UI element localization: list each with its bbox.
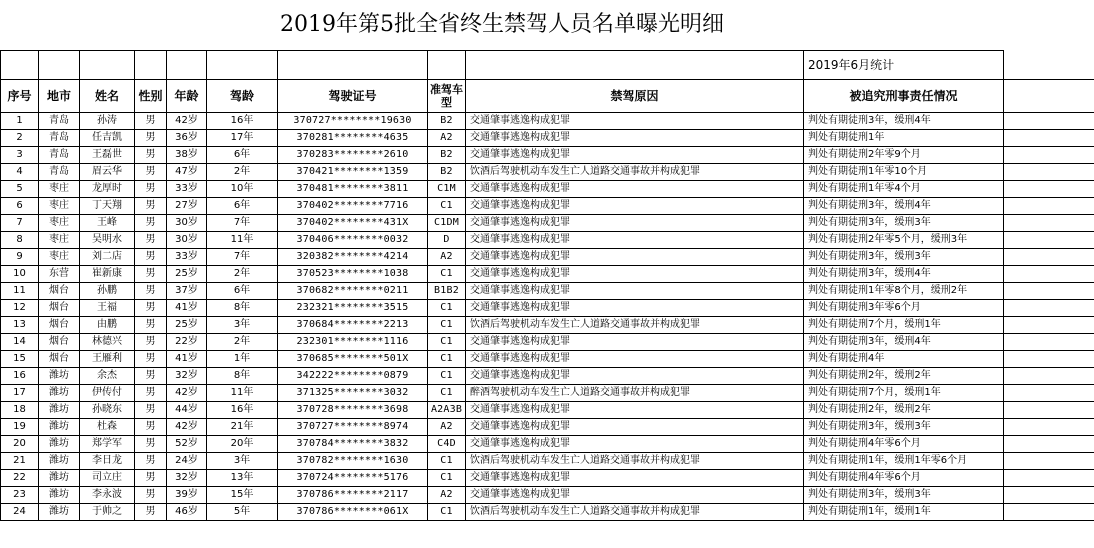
cell-license: 232301********1116 [278, 334, 428, 351]
cell-seq: 22 [1, 470, 39, 487]
header-vehicle-type: 准驾车型 [428, 80, 466, 113]
header-city: 地市 [39, 80, 80, 113]
cell-age: 32岁 [167, 470, 207, 487]
cell-city: 青岛 [39, 164, 80, 181]
cell-name: 郑学军 [80, 436, 135, 453]
table-body [1, 113, 1094, 521]
cell-penalty: 判处有期徒刑7个月，缓刑1年 [804, 385, 1004, 402]
cell-seq: 5 [1, 181, 39, 198]
cell-gender: 男 [135, 402, 167, 419]
cell-license: 370481********3811 [278, 181, 428, 198]
header-age: 年龄 [167, 80, 207, 113]
cell-vehicle-type: A2 [428, 419, 466, 436]
table-row [1, 164, 1094, 181]
cell-license: 370728********3698 [278, 402, 428, 419]
cell-penalty: 判处有期徒刑3年，缓刑3年 [804, 249, 1004, 266]
cell-gender: 男 [135, 283, 167, 300]
table-row [1, 368, 1094, 385]
cell-penalty: 判处有期徒刑3年，缓刑4年 [804, 113, 1004, 130]
cell-gender: 男 [135, 147, 167, 164]
stat-date: 2019年6月统计 [804, 51, 1004, 80]
cell-vehicle-type: C1 [428, 300, 466, 317]
cell-gender: 男 [135, 215, 167, 232]
cell-driving-years: 16年 [207, 402, 278, 419]
cell-penalty: 判处有期徒刑2年，缓刑2年 [804, 402, 1004, 419]
cell-penalty: 判处有期徒刑3年，缓刑4年 [804, 334, 1004, 351]
cell-age: 42岁 [167, 113, 207, 130]
cell-reason: 交通肇事逃逸构成犯罪 [466, 181, 804, 198]
cell-vehicle-type: C1 [428, 385, 466, 402]
cell-reason: 交通肇事逃逸构成犯罪 [466, 436, 804, 453]
table-row [1, 453, 1094, 470]
cell-gender: 男 [135, 181, 167, 198]
cell-vehicle-type: A2A3B [428, 402, 466, 419]
cell-license: 370786********061X [278, 504, 428, 521]
cell-age: 30岁 [167, 232, 207, 249]
header-row [1, 80, 1094, 113]
table-row [1, 147, 1094, 164]
cell-driving-years: 11年 [207, 385, 278, 402]
header-reason: 禁驾原因 [466, 80, 804, 113]
cell-name: 余杰 [80, 368, 135, 385]
cell-reason: 交通肇事逃逸构成犯罪 [466, 368, 804, 385]
table-row [1, 317, 1094, 334]
cell-reason: 交通肇事逃逸构成犯罪 [466, 113, 804, 130]
cell-gender: 男 [135, 470, 167, 487]
cell-city: 枣庄 [39, 198, 80, 215]
cell-vehicle-type: C1 [428, 351, 466, 368]
cell-license: 320382********4214 [278, 249, 428, 266]
cell-license: 370727********8974 [278, 419, 428, 436]
table-row [1, 232, 1094, 249]
cell-seq: 20 [1, 436, 39, 453]
cell-driving-years: 1年 [207, 351, 278, 368]
cell-seq: 11 [1, 283, 39, 300]
cell-driving-years: 5年 [207, 504, 278, 521]
cell-city: 枣庄 [39, 181, 80, 198]
table-row [1, 249, 1094, 266]
cell-reason: 交通肇事逃逸构成犯罪 [466, 283, 804, 300]
cell-city: 烟台 [39, 300, 80, 317]
cell-gender: 男 [135, 130, 167, 147]
cell-vehicle-type: C1 [428, 334, 466, 351]
cell-age: 47岁 [167, 164, 207, 181]
cell-city: 潍坊 [39, 368, 80, 385]
cell-name: 任吉凯 [80, 130, 135, 147]
table-row [1, 351, 1094, 368]
cell-city: 枣庄 [39, 215, 80, 232]
cell-city: 潍坊 [39, 436, 80, 453]
cell-seq: 1 [1, 113, 39, 130]
cell-driving-years: 7年 [207, 215, 278, 232]
cell-seq: 2 [1, 130, 39, 147]
cell-age: 33岁 [167, 181, 207, 198]
cell-penalty: 判处有期徒刑1年零8个月，缓刑2年 [804, 283, 1004, 300]
cell-license: 370406********0032 [278, 232, 428, 249]
cell-gender: 男 [135, 164, 167, 181]
cell-city: 烟台 [39, 334, 80, 351]
table-row [1, 198, 1094, 215]
cell-driving-years: 2年 [207, 266, 278, 283]
cell-name: 林德兴 [80, 334, 135, 351]
cell-seq: 6 [1, 198, 39, 215]
cell-gender: 男 [135, 232, 167, 249]
cell-vehicle-type: C1 [428, 453, 466, 470]
table-row [1, 419, 1094, 436]
cell-driving-years: 21年 [207, 419, 278, 436]
cell-city: 青岛 [39, 113, 80, 130]
cell-driving-years: 6年 [207, 283, 278, 300]
cell-reason: 交通肇事逃逸构成犯罪 [466, 249, 804, 266]
cell-city: 烟台 [39, 351, 80, 368]
cell-vehicle-type: C1 [428, 368, 466, 385]
cell-penalty: 判处有期徒刑2年零5个月，缓刑3年 [804, 232, 1004, 249]
cell-name: 由鹏 [80, 317, 135, 334]
cell-vehicle-type: B1B2 [428, 283, 466, 300]
cell-city: 烟台 [39, 317, 80, 334]
cell-seq: 13 [1, 317, 39, 334]
cell-gender: 男 [135, 198, 167, 215]
cell-license: 232321********3515 [278, 300, 428, 317]
table-row [1, 334, 1094, 351]
cell-vehicle-type: A2 [428, 130, 466, 147]
cell-license: 370727********19630 [278, 113, 428, 130]
cell-city: 潍坊 [39, 419, 80, 436]
cell-seq: 21 [1, 453, 39, 470]
table-row [1, 470, 1094, 487]
cell-name: 李永波 [80, 487, 135, 504]
header-name: 姓名 [80, 80, 135, 113]
cell-gender: 男 [135, 453, 167, 470]
cell-seq: 14 [1, 334, 39, 351]
cell-seq: 3 [1, 147, 39, 164]
cell-age: 52岁 [167, 436, 207, 453]
cell-seq: 23 [1, 487, 39, 504]
cell-gender: 男 [135, 351, 167, 368]
cell-reason: 交通肇事逃逸构成犯罪 [466, 198, 804, 215]
table-row [1, 215, 1094, 232]
table-row [1, 385, 1094, 402]
cell-name: 王磊世 [80, 147, 135, 164]
cell-license: 370402********7716 [278, 198, 428, 215]
cell-city: 潍坊 [39, 402, 80, 419]
cell-license: 370421********1359 [278, 164, 428, 181]
cell-license: 370682********0211 [278, 283, 428, 300]
cell-name: 王峰 [80, 215, 135, 232]
cell-age: 24岁 [167, 453, 207, 470]
cell-license: 342222********0879 [278, 368, 428, 385]
cell-reason: 饮酒后驾驶机动车发生亡人道路交通事故并构成犯罪 [466, 317, 804, 334]
cell-driving-years: 8年 [207, 368, 278, 385]
cell-seq: 4 [1, 164, 39, 181]
cell-name: 司立庄 [80, 470, 135, 487]
cell-gender: 男 [135, 504, 167, 521]
cell-gender: 男 [135, 317, 167, 334]
cell-license: 370782********1630 [278, 453, 428, 470]
cell-age: 32岁 [167, 368, 207, 385]
header-license: 驾驶证号 [278, 80, 428, 113]
cell-age: 38岁 [167, 147, 207, 164]
page-title: 2019年第5批全省终生禁驾人员名单曝光明细 [1, 0, 1004, 51]
cell-driving-years: 3年 [207, 317, 278, 334]
cell-name: 于帅之 [80, 504, 135, 521]
cell-reason: 饮酒后驾驶机动车发生亡人道路交通事故并构成犯罪 [466, 164, 804, 181]
cell-vehicle-type: B2 [428, 113, 466, 130]
cell-vehicle-type: C1 [428, 504, 466, 521]
cell-gender: 男 [135, 385, 167, 402]
cell-age: 46岁 [167, 504, 207, 521]
cell-vehicle-type: D [428, 232, 466, 249]
cell-driving-years: 3年 [207, 453, 278, 470]
cell-seq: 8 [1, 232, 39, 249]
cell-reason: 交通肇事逃逸构成犯罪 [466, 266, 804, 283]
table-row [1, 130, 1094, 147]
cell-penalty: 判处有期徒刑4年零6个月 [804, 470, 1004, 487]
cell-driving-years: 17年 [207, 130, 278, 147]
cell-reason: 交通肇事逃逸构成犯罪 [466, 147, 804, 164]
cell-penalty: 判处有期徒刑3年零6个月 [804, 300, 1004, 317]
cell-age: 25岁 [167, 266, 207, 283]
cell-vehicle-type: C1DM [428, 215, 466, 232]
cell-penalty: 判处有期徒刑3年，缓刑3年 [804, 215, 1004, 232]
cell-penalty: 判处有期徒刑1年，缓刑1年 [804, 504, 1004, 521]
table-row [1, 300, 1094, 317]
cell-age: 39岁 [167, 487, 207, 504]
cell-license: 370283********2610 [278, 147, 428, 164]
cell-gender: 男 [135, 419, 167, 436]
cell-name: 丁天翔 [80, 198, 135, 215]
table-row [1, 266, 1094, 283]
cell-age: 41岁 [167, 351, 207, 368]
cell-vehicle-type: C4D [428, 436, 466, 453]
header-penalty: 被追究刑事责任情况 [804, 80, 1004, 113]
cell-vehicle-type: C1 [428, 470, 466, 487]
cell-driving-years: 8年 [207, 300, 278, 317]
table-row [1, 283, 1094, 300]
cell-name: 孙鹏 [80, 283, 135, 300]
cell-age: 36岁 [167, 130, 207, 147]
cell-seq: 10 [1, 266, 39, 283]
header-seq: 序号 [1, 80, 39, 113]
title-row [1, 0, 1094, 51]
cell-gender: 男 [135, 266, 167, 283]
cell-license: 370684********2213 [278, 317, 428, 334]
table-row [1, 487, 1094, 504]
cell-reason: 交通肇事逃逸构成犯罪 [466, 487, 804, 504]
cell-penalty: 判处有期徒刑1年，缓刑1年零6个月 [804, 453, 1004, 470]
cell-reason: 饮酒后驾驶机动车发生亡人道路交通事故并构成犯罪 [466, 504, 804, 521]
cell-name: 眉云华 [80, 164, 135, 181]
cell-penalty: 判处有期徒刑3年，缓刑3年 [804, 419, 1004, 436]
stat-row [1, 51, 1094, 80]
cell-driving-years: 7年 [207, 249, 278, 266]
cell-penalty: 判处有期徒刑1年零10个月 [804, 164, 1004, 181]
cell-penalty: 判处有期徒刑7个月，缓刑1年 [804, 317, 1004, 334]
cell-driving-years: 6年 [207, 147, 278, 164]
cell-license: 370523********1038 [278, 266, 428, 283]
cell-license: 370784********3832 [278, 436, 428, 453]
cell-age: 22岁 [167, 334, 207, 351]
cell-driving-years: 2年 [207, 164, 278, 181]
table-row [1, 504, 1094, 521]
cell-name: 崔新康 [80, 266, 135, 283]
cell-city: 青岛 [39, 147, 80, 164]
cell-reason: 交通肇事逃逸构成犯罪 [466, 470, 804, 487]
cell-gender: 男 [135, 300, 167, 317]
cell-gender: 男 [135, 249, 167, 266]
cell-reason: 交通肇事逃逸构成犯罪 [466, 351, 804, 368]
cell-driving-years: 6年 [207, 198, 278, 215]
cell-seq: 17 [1, 385, 39, 402]
cell-license: 370402********431X [278, 215, 428, 232]
cell-reason: 交通肇事逃逸构成犯罪 [466, 300, 804, 317]
cell-penalty: 判处有期徒刑1年零4个月 [804, 181, 1004, 198]
cell-vehicle-type: A2 [428, 487, 466, 504]
cell-seq: 24 [1, 504, 39, 521]
cell-penalty: 判处有期徒刑3年，缓刑4年 [804, 198, 1004, 215]
cell-vehicle-type: A2 [428, 249, 466, 266]
cell-name: 杜森 [80, 419, 135, 436]
cell-gender: 男 [135, 334, 167, 351]
cell-name: 龙厚时 [80, 181, 135, 198]
cell-age: 44岁 [167, 402, 207, 419]
cell-name: 孙晓东 [80, 402, 135, 419]
cell-vehicle-type: B2 [428, 147, 466, 164]
cell-vehicle-type: C1 [428, 317, 466, 334]
cell-reason: 交通肇事逃逸构成犯罪 [466, 215, 804, 232]
cell-name: 吴明水 [80, 232, 135, 249]
cell-reason: 交通肇事逃逸构成犯罪 [466, 232, 804, 249]
cell-penalty: 判处有期徒刑4年 [804, 351, 1004, 368]
cell-driving-years: 16年 [207, 113, 278, 130]
cell-city: 烟台 [39, 283, 80, 300]
cell-gender: 男 [135, 487, 167, 504]
cell-license: 370685********501X [278, 351, 428, 368]
cell-gender: 男 [135, 436, 167, 453]
cell-seq: 12 [1, 300, 39, 317]
header-gender: 性别 [135, 80, 167, 113]
cell-reason: 饮酒后驾驶机动车发生亡人道路交通事故并构成犯罪 [466, 453, 804, 470]
cell-age: 33岁 [167, 249, 207, 266]
cell-city: 枣庄 [39, 232, 80, 249]
cell-penalty: 判处有期徒刑2年，缓刑2年 [804, 368, 1004, 385]
cell-seq: 19 [1, 419, 39, 436]
cell-name: 李日龙 [80, 453, 135, 470]
cell-name: 孙涛 [80, 113, 135, 130]
cell-seq: 7 [1, 215, 39, 232]
cell-penalty: 判处有期徒刑2年零9个月 [804, 147, 1004, 164]
table-row [1, 113, 1094, 130]
table-row [1, 181, 1094, 198]
cell-seq: 18 [1, 402, 39, 419]
cell-age: 27岁 [167, 198, 207, 215]
cell-city: 潍坊 [39, 470, 80, 487]
table-row [1, 436, 1094, 453]
cell-city: 潍坊 [39, 504, 80, 521]
cell-penalty: 判处有期徒刑3年，缓刑3年 [804, 487, 1004, 504]
cell-license: 371325********3032 [278, 385, 428, 402]
cell-name: 伊传付 [80, 385, 135, 402]
cell-city: 潍坊 [39, 487, 80, 504]
cell-driving-years: 11年 [207, 232, 278, 249]
cell-penalty: 判处有期徒刑4年零6个月 [804, 436, 1004, 453]
cell-city: 青岛 [39, 130, 80, 147]
cell-vehicle-type: B2 [428, 164, 466, 181]
cell-reason: 交通肇事逃逸构成犯罪 [466, 130, 804, 147]
cell-penalty: 判处有期徒刑1年 [804, 130, 1004, 147]
cell-driving-years: 2年 [207, 334, 278, 351]
cell-age: 42岁 [167, 385, 207, 402]
cell-city: 枣庄 [39, 249, 80, 266]
cell-reason: 醉酒驾驶机动车发生亡人道路交通事故并构成犯罪 [466, 385, 804, 402]
cell-reason: 交通肇事逃逸构成犯罪 [466, 334, 804, 351]
cell-vehicle-type: C1 [428, 266, 466, 283]
cell-age: 25岁 [167, 317, 207, 334]
cell-city: 东营 [39, 266, 80, 283]
cell-seq: 16 [1, 368, 39, 385]
table-row [1, 402, 1094, 419]
cell-vehicle-type: C1M [428, 181, 466, 198]
cell-age: 41岁 [167, 300, 207, 317]
cell-age: 37岁 [167, 283, 207, 300]
cell-reason: 交通肇事逃逸构成犯罪 [466, 402, 804, 419]
cell-name: 王福 [80, 300, 135, 317]
cell-penalty: 判处有期徒刑3年，缓刑4年 [804, 266, 1004, 283]
cell-name: 刘二店 [80, 249, 135, 266]
cell-seq: 15 [1, 351, 39, 368]
cell-vehicle-type: C1 [428, 198, 466, 215]
cell-driving-years: 10年 [207, 181, 278, 198]
cell-age: 30岁 [167, 215, 207, 232]
cell-license: 370786********2117 [278, 487, 428, 504]
cell-driving-years: 13年 [207, 470, 278, 487]
cell-driving-years: 20年 [207, 436, 278, 453]
cell-seq: 9 [1, 249, 39, 266]
cell-name: 王雁利 [80, 351, 135, 368]
cell-city: 潍坊 [39, 453, 80, 470]
cell-license: 370281********4635 [278, 130, 428, 147]
cell-license: 370724********5176 [278, 470, 428, 487]
cell-reason: 交通肇事逃逸构成犯罪 [466, 419, 804, 436]
header-driving-years: 驾龄 [207, 80, 278, 113]
cell-gender: 男 [135, 368, 167, 385]
cell-driving-years: 15年 [207, 487, 278, 504]
cell-city: 潍坊 [39, 385, 80, 402]
cell-gender: 男 [135, 113, 167, 130]
cell-age: 42岁 [167, 419, 207, 436]
